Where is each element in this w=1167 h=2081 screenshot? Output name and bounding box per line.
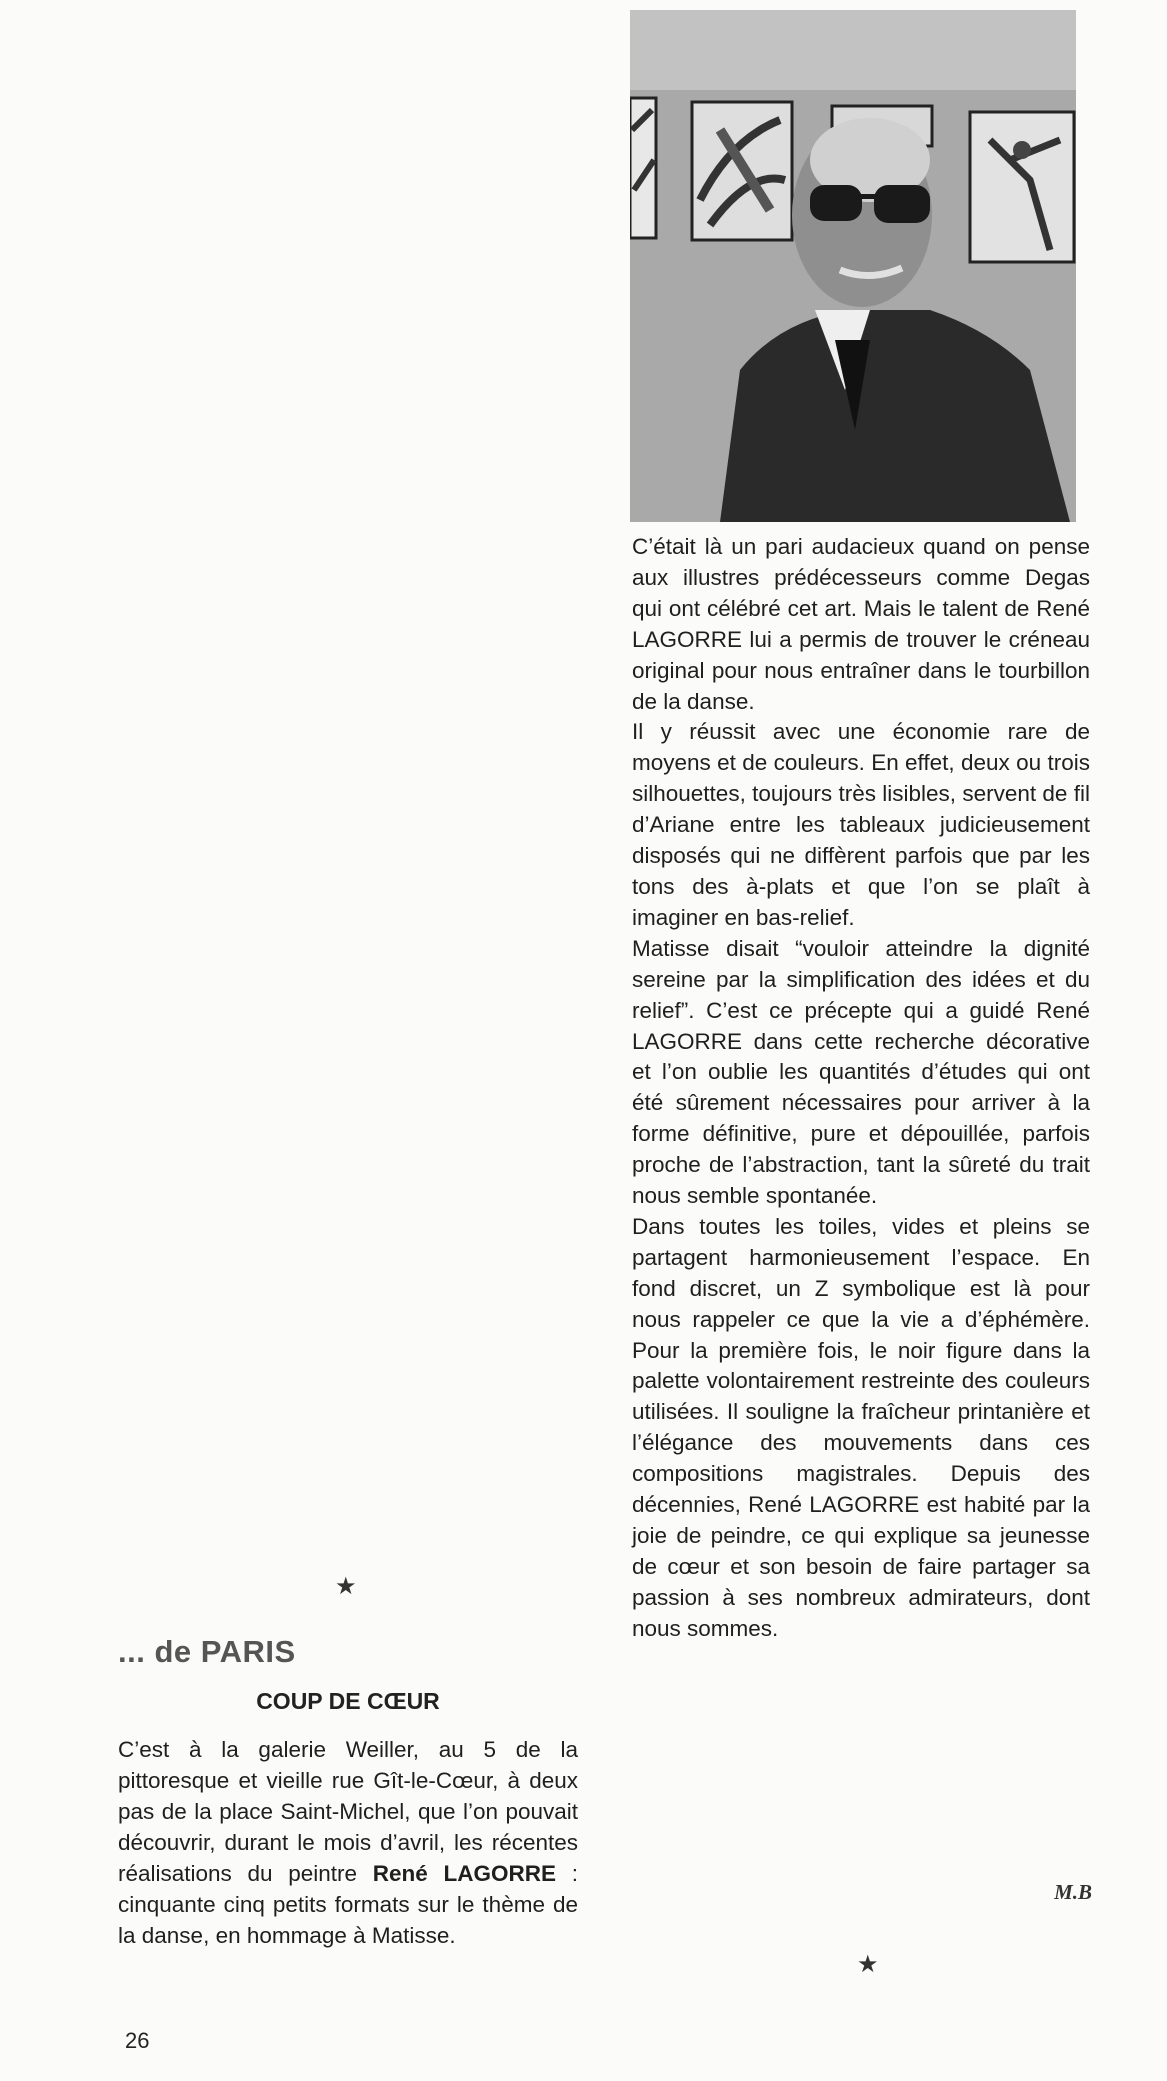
- intro-text-before: C’est à la galerie Weiller, au 5 de la pittoresque et vieille rue Gît-le-Cœur, à deux pas de la place Saint-Michel, que l’on pouvait découvrir, durant le mois d’avril, les récentes réalisations du peintre: [118, 1737, 578, 1886]
- intro-text: [118, 1734, 578, 1951]
- page-number: 26: [125, 2028, 150, 2053]
- article-subheading: COUP DE CŒUR: [256, 1688, 440, 1714]
- intro-paragraph: [118, 1734, 578, 1951]
- artist-photo: [630, 10, 1076, 522]
- artist-name: René LAGORRE: [372, 1861, 557, 1886]
- author-signature: M.B: [1054, 1880, 1092, 1904]
- article-body: [632, 532, 1090, 1645]
- intro-text-after: : cinquante cinq petits formats sur le thème de la danse, en hommage à Matisse.: [118, 1861, 578, 1948]
- article-paragraph: Il y réussit avec une économie rare de moyens et de couleurs. En effet, deux ou trois silhouettes, toujours très lisibles, servent de fil d’Ariane entre les tableaux judicieusement disposés qui ne diffèrent parfois que par les tons des à-plats et que l’on se plaît à imaginer en bas-relief.: [632, 719, 1090, 930]
- star-separator-icon: ★: [335, 1572, 357, 1600]
- article-paragraph: Dans toutes les toiles, vides et pleins se partagent harmonieusement l’espace. En fond discret, un Z symbolique est là pour nous rappeler ce que la vie a d’éphémère. Pour la première fois, le noir figure dans la palette volontairement restreinte des couleurs utilisées. Il souligne la fraîcheur printanière et l’élégance des mouvements dans ces compositions magistrales. Depuis des décennies, René LAGORRE est habité par la joie de peindre, ce qui explique sa jeunesse de cœur et son besoin de faire partager sa passion à ses nombreux admirateurs, dont nous sommes.: [632, 1213, 1090, 1641]
- section-heading: ... de PARIS: [118, 1634, 296, 1669]
- article-paragraph: Matisse disait “vouloir atteindre la dignité sereine par la simplification des idées et du relief”. C’est ce précepte qui a guidé René LAGORRE dans cette recherche décorative et l’on oublie les quantités d’études qui ont été sûrement nécessaires pour arriver à la forme définitive, pure et dépouillée, parfois proche de l’abstraction, tant la sûreté du trait nous semble spontanée.: [632, 935, 1090, 1209]
- star-separator-icon: ★: [857, 1950, 879, 1978]
- article-paragraph: C’était là un pari audacieux quand on pense aux illustres prédécesseurs comme Degas qui ont célébré cet art. Mais le talent de René LAGORRE lui a permis de trouver le créneau original pour nous entraîner dans le tourbillon de la danse.: [632, 534, 1090, 714]
- artist-photo-image: [630, 10, 1076, 522]
